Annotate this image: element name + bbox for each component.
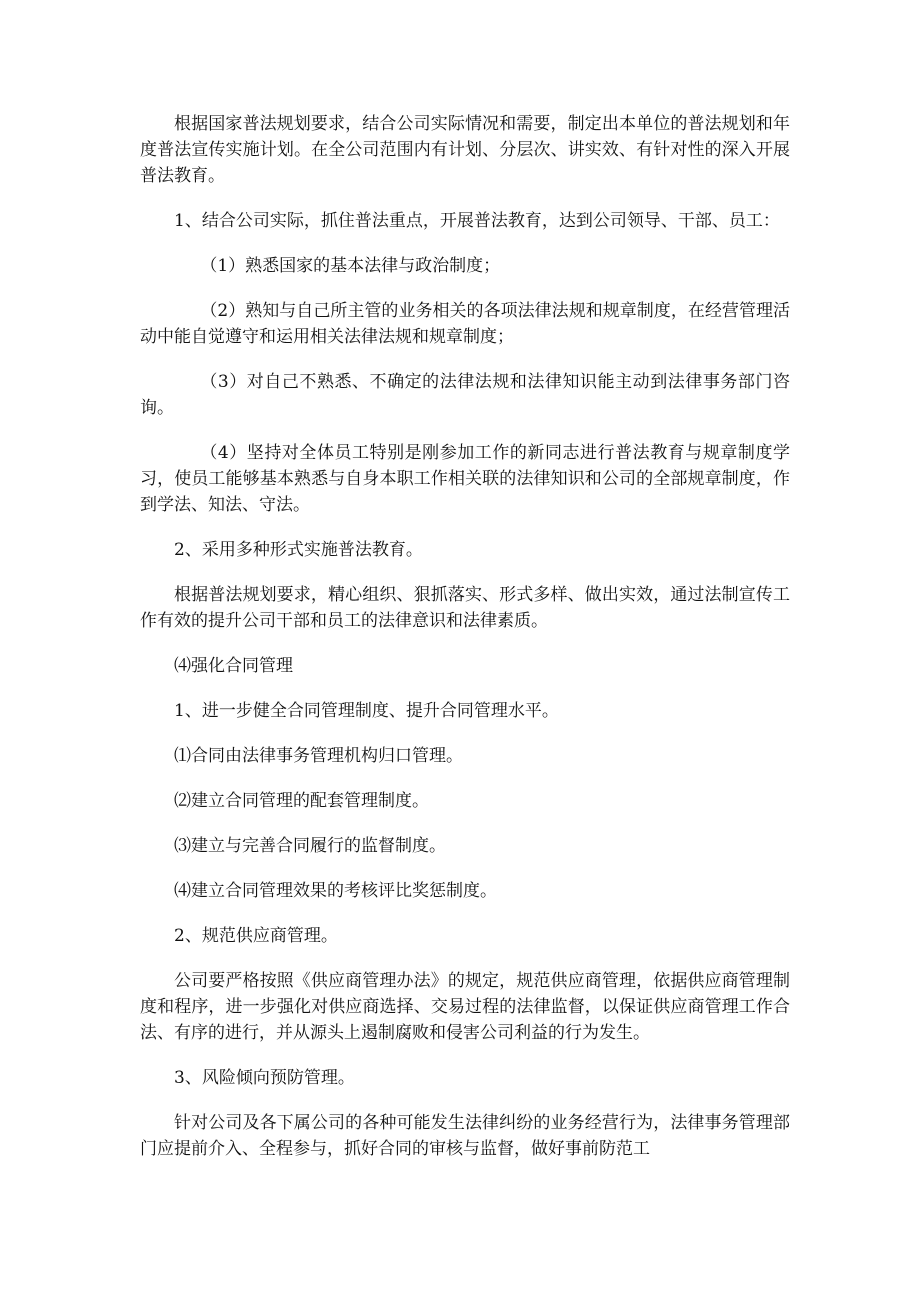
paragraph-subitem-2: （2）熟知与自己所主管的业务相关的各项法律法规和规章制度，在经营管理活动中能自觉遵守和运用相关法律法规和规章制度； [140,301,790,347]
paragraph-contract-3: 3、风险倾向预防管理。 [174,1068,355,1088]
paragraph-contract-1: 1、进一步健全合同管理制度、提升合同管理水平。 [174,701,559,721]
paragraph-contract-3-body: 针对公司及各下属公司的各种可能发生法律纠纷的业务经营行为，法律事务管理部门应提前介入、全程参与，抓好合同的审核与监督，做好事前防范工 [140,1113,790,1159]
paragraph-contract-sub-2: ⑵建立合同管理的配套管理制度。 [174,791,429,811]
paragraph-item-1: 1、结合公司实际，抓住普法重点，开展普法教育，达到公司领导、干部、员工： [174,211,780,231]
paragraph-subitem-1: （1）熟悉国家的基本法律与政治制度； [200,256,501,276]
paragraph-contract-sub-3: ⑶建立与完善合同履行的监督制度。 [174,836,446,856]
paragraph-contract-2: 2、规范供应商管理。 [174,926,338,946]
document-body [140,111,790,1181]
paragraph-contract-2-body: 公司要严格按照《供应商管理办法》的规定，规范供应商管理，依据供应商管理制度和程序，进一步强化对供应商选择、交易过程的法律监督，以保证供应商管理工作合法、有序的进行，并从源头上遏制腐败和侵害公司利益的行为发生。 [140,971,790,1043]
section-heading-contract: ⑷强化合同管理 [174,656,293,676]
paragraph-contract-sub-1: ⑴合同由法律事务管理机构归口管理。 [174,746,463,766]
paragraph-item-2: 2、采用多种形式实施普法教育。 [174,540,423,560]
paragraph-subitem-3: （3）对自己不熟悉、不确定的法律法规和法律知识能主动到法律事务部门咨询。 [140,372,790,418]
paragraph-contract-sub-4: ⑷建立合同管理效果的考核评比奖惩制度。 [174,881,497,901]
paragraph-item-2-body: 根据普法规划要求，精心组织、狠抓落实、形式多样、做出实效，通过法制宣传工作有效的提升公司干部和员工的法律意识和法律素质。 [140,585,790,631]
paragraph-subitem-4: （4）坚持对全体员工特别是刚参加工作的新同志进行普法教育与规章制度学习，使员工能够基本熟悉与自身本职工作相关联的法律知识和公司的全部规章制度，作到学法、知法、守法。 [140,443,790,515]
paragraph-intro: 根据国家普法规划要求，结合公司实际情况和需要，制定出本单位的普法规划和年度普法宣传实施计划。在全公司范围内有计划、分层次、讲实效、有针对性的深入开展普法教育。 [140,114,790,186]
